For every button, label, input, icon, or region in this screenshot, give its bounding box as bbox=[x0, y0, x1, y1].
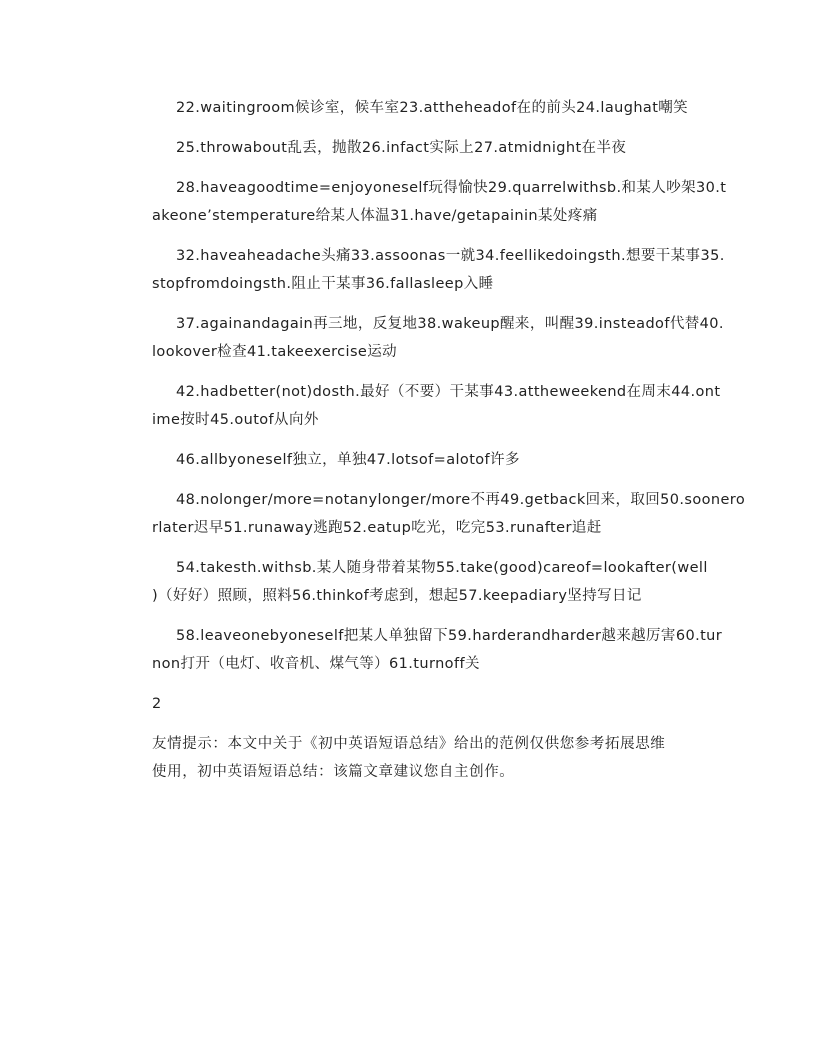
phrase-paragraph-25-27 bbox=[152, 134, 698, 162]
paragraph-line: 32.haveaheadache头痛33.assoonas一就34.feellikedoingsth.想要干某事35. bbox=[176, 248, 725, 264]
phrase-paragraph-28-31 bbox=[152, 174, 727, 230]
paragraph-line: rlater迟早51.runaway逃跑52.eatup吃光，吃完53.runafter追赶 bbox=[152, 520, 602, 536]
phrase-paragraph-22-24 bbox=[152, 94, 698, 122]
paragraph-line: stopfromdoingsth.阻止干某事36.fallasleep入睡 bbox=[152, 276, 494, 292]
paragraph-line: 22.waitingroom候诊室，候车室23.attheheadof在的前头24.laughat嘲笑 bbox=[176, 100, 689, 116]
paragraph-line: 28.haveagoodtime=enjoyoneself玩得愉快29.quarrelwithsb.和某人吵架30.t bbox=[176, 180, 727, 196]
paragraph-line: lookover检查41.takeexercise运动 bbox=[152, 344, 398, 360]
phrase-paragraph-54-57 bbox=[152, 554, 708, 610]
paragraph-line: non打开（电灯、收音机、煤气等）61.turnoff关 bbox=[152, 656, 480, 672]
paragraph-line: )（好好）照顾，照料56.thinkof考虑到，想起57.keepadiary坚持写日记 bbox=[152, 588, 642, 604]
paragraph-line: 37.againandagain再三地，反复地38.wakeup醒来，叫醒39.insteadof代替40. bbox=[176, 316, 724, 332]
paragraph-line: 46.allbyoneself独立，单独47.lotsof=alotof许多 bbox=[176, 452, 520, 468]
paragraph-line: 54.takesth.withsb.某人随身带着某物55.take(good)careof=lookafter(well bbox=[176, 560, 708, 576]
phrase-paragraph-32-36 bbox=[152, 242, 725, 298]
note-line: 使用，初中英语短语总结：该篇文章建议您自主创作。 bbox=[152, 764, 515, 780]
phrase-paragraph-42-45 bbox=[152, 378, 721, 434]
page-content bbox=[152, 94, 746, 786]
friendly-tip-note bbox=[152, 730, 698, 786]
paragraph-line: ime按时45.outof从向外 bbox=[152, 412, 319, 428]
phrase-paragraph-37-41 bbox=[152, 310, 724, 366]
paragraph-line: 25.throwabout乱丢，抛散26.infact实际上27.atmidnight在半夜 bbox=[176, 140, 627, 156]
phrase-paragraph-46-47 bbox=[152, 446, 698, 474]
paragraph-line: 42.hadbetter(not)dosth.最好（不要）干某事43.attheweekend在周末44.ont bbox=[176, 384, 721, 400]
page-number: 2 bbox=[152, 696, 162, 712]
note-line: 友情提示：本文中关于《初中英语短语总结》给出的范例仅供您参考拓展思维 bbox=[152, 736, 666, 752]
paragraph-line: akeone’stemperature给某人体温31.have/getapainin某处疼痛 bbox=[152, 208, 598, 224]
phrase-paragraph-48-53 bbox=[152, 486, 746, 542]
paragraph-line: 58.leaveonebyoneself把某人单独留下59.harderandharder越来越厉害60.tur bbox=[176, 628, 723, 644]
phrase-paragraph-58-61 bbox=[152, 622, 723, 678]
paragraph-line: 48.nolonger/more=notanylonger/more不再49.getback回来，取回50.soonero bbox=[176, 492, 746, 508]
